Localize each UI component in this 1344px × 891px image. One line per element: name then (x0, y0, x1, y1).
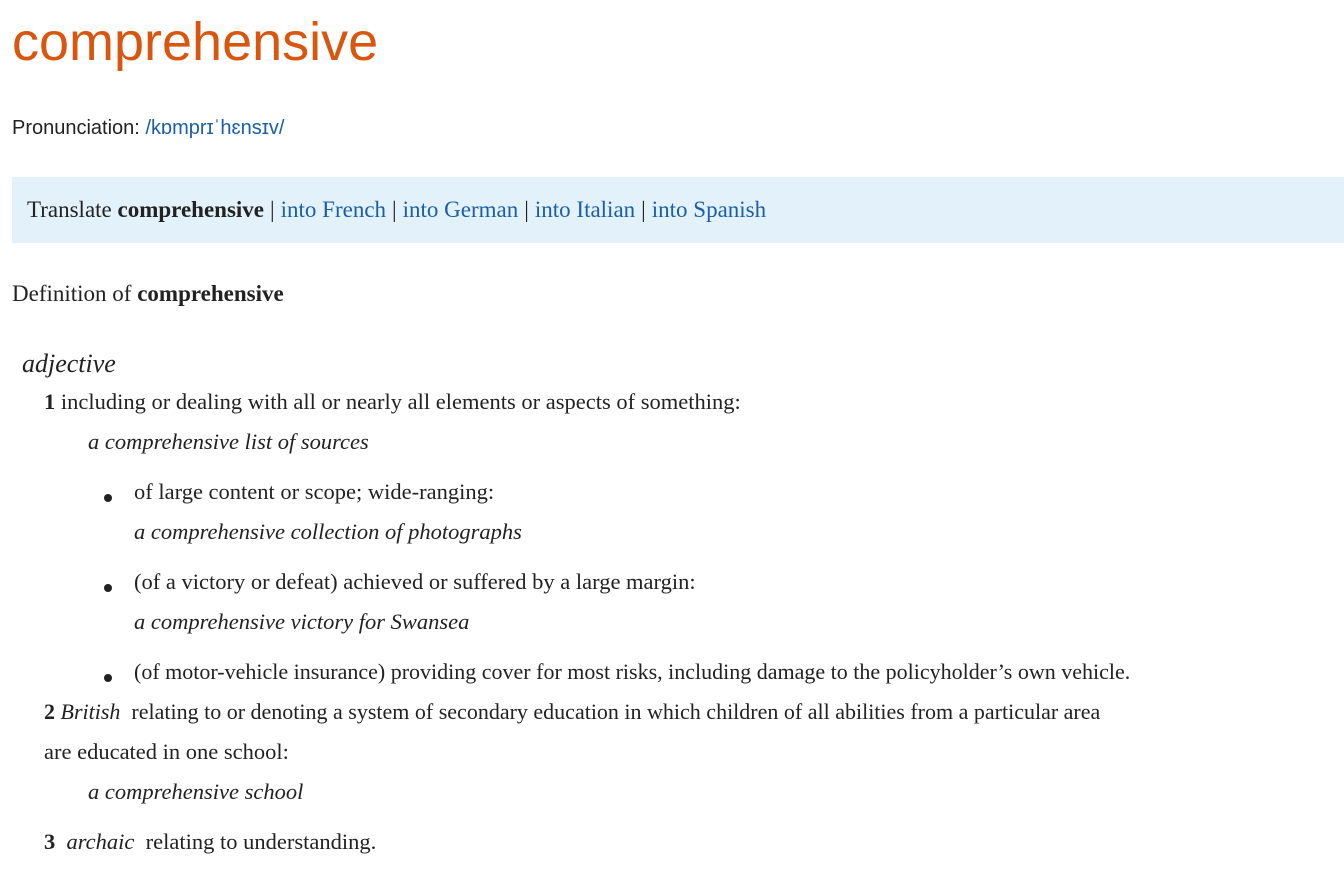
sense-number: 2 (44, 699, 55, 724)
part-of-speech: adjective (22, 349, 116, 378)
subsense-3-text: (of motor-vehicle insurance) providing cover for most risks, including damage to the policyholder’s own vehicle. (134, 659, 1131, 684)
bullet-icon (104, 494, 112, 502)
sense-1 (44, 387, 741, 417)
sense-1-example: a comprehensive list of sources (88, 429, 369, 454)
subsense-1-example: a comprehensive collection of photographs (134, 519, 522, 544)
sense-2-continuation: are educated in one school: (44, 739, 289, 764)
translate-bar (12, 177, 1344, 243)
translate-word: comprehensive (117, 197, 265, 222)
translate-french-link[interactable]: into French (280, 197, 387, 222)
separator: | (270, 197, 275, 222)
sense-number: 1 (44, 389, 56, 414)
translate-italian-link[interactable]: into Italian (534, 197, 636, 222)
subsense-2-text: (of a victory or defeat) achieved or suffered by a large margin: (134, 569, 696, 594)
sense-text: relating to or denoting a system of secondary education in which children of all abilities from a particular area (131, 699, 1101, 724)
register-label: British (60, 699, 121, 724)
separator: | (392, 197, 397, 222)
separator: | (641, 197, 646, 222)
bullet-icon (104, 584, 112, 592)
translate-prefix: Translate (27, 197, 112, 222)
subsense-2-example: a comprehensive victory for Swansea (134, 609, 470, 634)
pronunciation-label: Pronunciation: (12, 117, 140, 139)
definition-word: comprehensive (137, 281, 284, 306)
pronunciation (12, 114, 284, 142)
separator: | (524, 197, 529, 222)
sense-number: 3 (44, 829, 56, 854)
headword: comprehensive (12, 12, 379, 72)
pronunciation-ipa: /kɒmprɪˈhɛnsɪv/ (145, 117, 285, 139)
definition-heading (12, 279, 284, 309)
translate-spanish-link[interactable]: into Spanish (651, 197, 767, 222)
sense-text: including or dealing with all or nearly all elements or aspects of something: (60, 389, 741, 414)
definition-prefix: Definition of (12, 281, 132, 306)
sense-3 (44, 827, 376, 857)
translate-german-link[interactable]: into German (402, 197, 519, 222)
sense-2-example: a comprehensive school (88, 779, 304, 804)
sense-text: relating to understanding. (145, 829, 377, 854)
register-label: archaic (66, 829, 135, 854)
subsense-1-text: of large content or scope; wide-ranging: (134, 479, 495, 504)
bullet-icon (104, 674, 112, 682)
sense-2 (44, 697, 1100, 727)
